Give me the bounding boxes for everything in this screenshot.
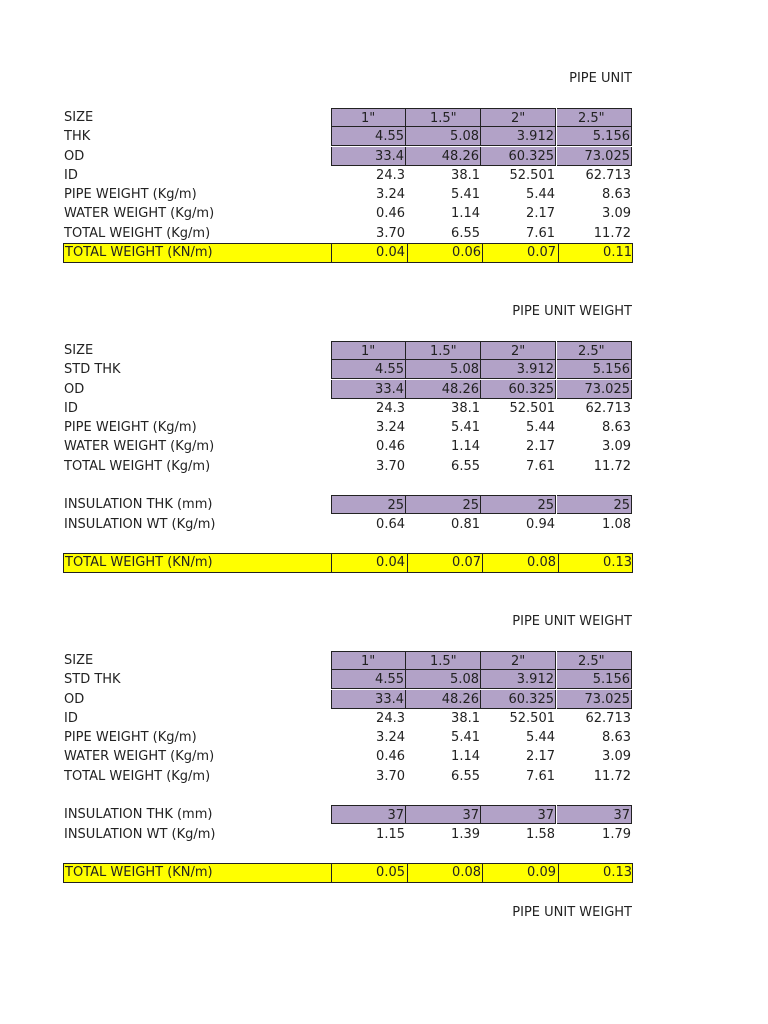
total-weight-kn-cell: 0.04 <box>331 243 406 262</box>
water-weight-row <box>63 437 633 456</box>
size-cell[interactable]: 2" <box>481 108 556 127</box>
total-weight-kn-cell: 0.06 <box>407 243 482 262</box>
od-cell[interactable]: 73.025 <box>557 690 632 709</box>
size-cell[interactable]: 1.5" <box>406 108 481 127</box>
total-weight-kg-cell: 6.55 <box>451 225 480 241</box>
insulation-wt-cell: 0.64 <box>376 516 405 532</box>
id-row <box>63 399 633 418</box>
pipe-weight-cell: 5.41 <box>451 420 480 436</box>
insulation-thk-cell[interactable]: 37 <box>481 805 556 824</box>
insulation-wt-cell: 1.58 <box>526 826 555 842</box>
thk-cell[interactable]: 5.156 <box>557 670 632 689</box>
size-cell[interactable]: 2" <box>481 651 556 670</box>
insulation-wt-label: INSULATION WT (Kg/m) <box>64 516 216 532</box>
water-weight-cell: 1.14 <box>451 439 480 455</box>
thk-cell[interactable]: 3.912 <box>481 127 556 146</box>
section-3-table <box>63 651 633 883</box>
section-1-title: PIPE UNIT <box>569 71 632 86</box>
insulation-thk-label: INSULATION THK (mm) <box>64 807 213 823</box>
thk-cell[interactable]: 5.08 <box>406 360 481 379</box>
od-cell[interactable]: 48.26 <box>406 147 481 166</box>
insulation-wt-cell: 1.15 <box>376 826 405 842</box>
total-weight-kn-label: TOTAL WEIGHT (KN/m) <box>65 555 213 571</box>
pipe-weight-row <box>63 185 633 204</box>
id-cell: 52.501 <box>509 167 555 183</box>
total-weight-kg-cell: 11.72 <box>593 225 631 241</box>
section-1-table <box>63 108 633 263</box>
pipe-weight-label: PIPE WEIGHT (Kg/m) <box>64 187 197 203</box>
id-cell: 62.713 <box>585 167 631 183</box>
spacer <box>63 786 633 805</box>
size-cell[interactable]: 2.5" <box>557 341 632 360</box>
total-weight-kn-cell: 0.05 <box>331 863 406 882</box>
pipe-weight-cell: 3.24 <box>376 420 405 436</box>
size-cell[interactable]: 2.5" <box>557 108 632 127</box>
od-cell[interactable]: 33.4 <box>331 380 406 399</box>
pipe-weight-cell: 5.44 <box>526 730 555 746</box>
total-weight-kg-cell: 3.70 <box>376 225 405 241</box>
total-weight-kn-cell: 0.04 <box>331 553 406 572</box>
size-cell[interactable]: 1" <box>331 651 406 670</box>
total-weight-kg-label: TOTAL WEIGHT (Kg/m) <box>64 768 211 784</box>
total-weight-kn-row <box>63 243 633 263</box>
water-weight-label: WATER WEIGHT (Kg/m) <box>64 206 215 222</box>
insulation-thk-cell[interactable]: 37 <box>557 805 632 824</box>
od-cell[interactable]: 33.4 <box>331 147 406 166</box>
water-weight-row <box>63 204 633 223</box>
pipe-weight-cell: 3.24 <box>376 730 405 746</box>
water-weight-cell: 1.14 <box>451 749 480 765</box>
water-weight-cell: 0.46 <box>376 439 405 455</box>
id-cell: 38.1 <box>451 400 480 416</box>
size-label: SIZE <box>64 653 94 668</box>
insulation-wt-cell: 0.94 <box>526 516 555 532</box>
id-label: ID <box>64 400 78 416</box>
insulation-thk-cell[interactable]: 37 <box>331 805 406 824</box>
total-weight-kn-label: TOTAL WEIGHT (KN/m) <box>65 245 213 261</box>
insulation-wt-row <box>63 825 633 844</box>
spacer <box>63 844 633 863</box>
pipe-weight-cell: 8.63 <box>602 730 631 746</box>
id-row <box>63 166 633 185</box>
section-2-title: PIPE UNIT WEIGHT <box>512 304 632 319</box>
insulation-thk-cell[interactable]: 25 <box>481 495 556 514</box>
water-weight-cell: 3.09 <box>602 749 631 765</box>
od-label: OD <box>64 691 85 707</box>
insulation-wt-cell: 0.81 <box>451 516 480 532</box>
total-weight-kn-cell: 0.07 <box>482 243 557 262</box>
insulation-thk-cell[interactable]: 25 <box>557 495 632 514</box>
pipe-weight-cell: 8.63 <box>602 420 631 436</box>
total-weight-kn-cell: 0.13 <box>558 863 633 882</box>
std-thk-label: STD THK <box>64 362 121 378</box>
id-row <box>63 709 633 728</box>
size-row <box>63 108 633 127</box>
thk-cell[interactable]: 3.912 <box>481 670 556 689</box>
size-row <box>63 341 633 360</box>
total-weight-kg-cell: 7.61 <box>526 458 555 474</box>
thk-cell[interactable]: 5.08 <box>406 670 481 689</box>
total-weight-kg-cell: 6.55 <box>451 458 480 474</box>
od-cell[interactable]: 60.325 <box>481 147 556 166</box>
id-cell: 62.713 <box>585 710 631 726</box>
total-weight-kg-cell: 11.72 <box>593 768 631 784</box>
total-weight-kg-cell: 11.72 <box>593 458 631 474</box>
od-cell[interactable]: 73.025 <box>557 380 632 399</box>
pipe-weight-cell: 5.44 <box>526 420 555 436</box>
pipe-weight-label: PIPE WEIGHT (Kg/m) <box>64 420 197 436</box>
total-weight-kg-cell: 7.61 <box>526 225 555 241</box>
id-cell: 24.3 <box>376 400 405 416</box>
water-weight-cell: 1.14 <box>451 206 480 222</box>
insulation-wt-cell: 1.39 <box>451 826 480 842</box>
size-cell[interactable]: 1" <box>331 341 406 360</box>
section-3-title: PIPE UNIT WEIGHT <box>512 614 632 629</box>
total-weight-kg-row <box>63 224 633 243</box>
thk-cell[interactable]: 5.08 <box>406 127 481 146</box>
size-row <box>63 651 633 670</box>
thk-row <box>63 127 633 146</box>
water-weight-cell: 2.17 <box>526 749 555 765</box>
od-label: OD <box>64 381 85 397</box>
water-weight-row <box>63 747 633 766</box>
size-cell[interactable]: 1" <box>331 108 406 127</box>
od-cell[interactable]: 60.325 <box>481 690 556 709</box>
size-label: SIZE <box>64 110 94 125</box>
std-thk-label: STD THK <box>64 672 121 688</box>
water-weight-cell: 0.46 <box>376 206 405 222</box>
od-cell[interactable]: 48.26 <box>406 380 481 399</box>
pipe-weight-cell: 5.44 <box>526 187 555 203</box>
thk-cell[interactable]: 3.912 <box>481 360 556 379</box>
insulation-thk-cell[interactable]: 25 <box>331 495 406 514</box>
od-cell[interactable]: 60.325 <box>481 380 556 399</box>
size-cell[interactable]: 1.5" <box>406 341 481 360</box>
pipe-weight-cell: 3.24 <box>376 187 405 203</box>
od-row <box>63 690 633 709</box>
section-2-table <box>63 341 633 573</box>
std-thk-row <box>63 360 633 379</box>
total-weight-kn-cell: 0.09 <box>482 863 557 882</box>
thk-cell[interactable]: 4.55 <box>331 127 406 146</box>
id-cell: 38.1 <box>451 710 480 726</box>
od-label: OD <box>64 148 85 164</box>
pipe-weight-label: PIPE WEIGHT (Kg/m) <box>64 730 197 746</box>
total-weight-kn-cell: 0.08 <box>407 863 482 882</box>
insulation-thk-cell[interactable]: 25 <box>406 495 481 514</box>
od-cell[interactable]: 73.025 <box>557 147 632 166</box>
thk-cell[interactable]: 5.156 <box>557 127 632 146</box>
thk-label: THK <box>64 129 91 145</box>
section-4-title: PIPE UNIT WEIGHT <box>512 905 632 920</box>
id-cell: 38.1 <box>451 167 480 183</box>
id-cell: 62.713 <box>585 400 631 416</box>
id-cell: 52.501 <box>509 710 555 726</box>
pipe-weight-cell: 8.63 <box>602 187 631 203</box>
total-weight-kg-label: TOTAL WEIGHT (Kg/m) <box>64 225 211 241</box>
total-weight-kn-row <box>63 553 633 573</box>
id-cell: 24.3 <box>376 710 405 726</box>
insulation-thk-row <box>63 495 633 514</box>
insulation-thk-label: INSULATION THK (mm) <box>64 497 213 513</box>
total-weight-kg-cell: 7.61 <box>526 768 555 784</box>
size-cell[interactable]: 2" <box>481 341 556 360</box>
od-cell[interactable]: 33.4 <box>331 690 406 709</box>
total-weight-kg-cell: 3.70 <box>376 768 405 784</box>
id-cell: 52.501 <box>509 400 555 416</box>
pipe-weight-row <box>63 418 633 437</box>
od-row <box>63 147 633 166</box>
spacer <box>63 476 633 495</box>
insulation-thk-cell[interactable]: 37 <box>406 805 481 824</box>
water-weight-cell: 3.09 <box>602 439 631 455</box>
insulation-wt-cell: 1.08 <box>602 516 631 532</box>
water-weight-cell: 2.17 <box>526 206 555 222</box>
spacer <box>63 534 633 553</box>
water-weight-cell: 2.17 <box>526 439 555 455</box>
total-weight-kg-row <box>63 767 633 786</box>
water-weight-label: WATER WEIGHT (Kg/m) <box>64 749 215 765</box>
pipe-weight-row <box>63 728 633 747</box>
water-weight-label: WATER WEIGHT (Kg/m) <box>64 439 215 455</box>
water-weight-cell: 0.46 <box>376 749 405 765</box>
size-cell[interactable]: 1.5" <box>406 651 481 670</box>
insulation-wt-row <box>63 515 633 534</box>
size-label: SIZE <box>64 343 94 358</box>
total-weight-kn-cell: 0.11 <box>558 243 633 262</box>
std-thk-row <box>63 670 633 689</box>
total-weight-kn-label: TOTAL WEIGHT (KN/m) <box>65 865 213 881</box>
total-weight-kn-cell: 0.13 <box>558 553 633 572</box>
total-weight-kn-cell: 0.07 <box>407 553 482 572</box>
od-row <box>63 380 633 399</box>
size-cell[interactable]: 2.5" <box>557 651 632 670</box>
thk-cell[interactable]: 4.55 <box>331 360 406 379</box>
insulation-thk-row <box>63 805 633 824</box>
total-weight-kg-row <box>63 457 633 476</box>
total-weight-kn-cell: 0.08 <box>482 553 557 572</box>
total-weight-kg-cell: 3.70 <box>376 458 405 474</box>
id-label: ID <box>64 167 78 183</box>
pipe-weight-cell: 5.41 <box>451 730 480 746</box>
thk-cell[interactable]: 4.55 <box>331 670 406 689</box>
insulation-wt-cell: 1.79 <box>602 826 631 842</box>
total-weight-kg-label: TOTAL WEIGHT (Kg/m) <box>64 458 211 474</box>
id-cell: 24.3 <box>376 167 405 183</box>
thk-cell[interactable]: 5.156 <box>557 360 632 379</box>
insulation-wt-label: INSULATION WT (Kg/m) <box>64 826 216 842</box>
id-label: ID <box>64 710 78 726</box>
water-weight-cell: 3.09 <box>602 206 631 222</box>
total-weight-kn-row <box>63 863 633 883</box>
od-cell[interactable]: 48.26 <box>406 690 481 709</box>
pipe-weight-cell: 5.41 <box>451 187 480 203</box>
total-weight-kg-cell: 6.55 <box>451 768 480 784</box>
